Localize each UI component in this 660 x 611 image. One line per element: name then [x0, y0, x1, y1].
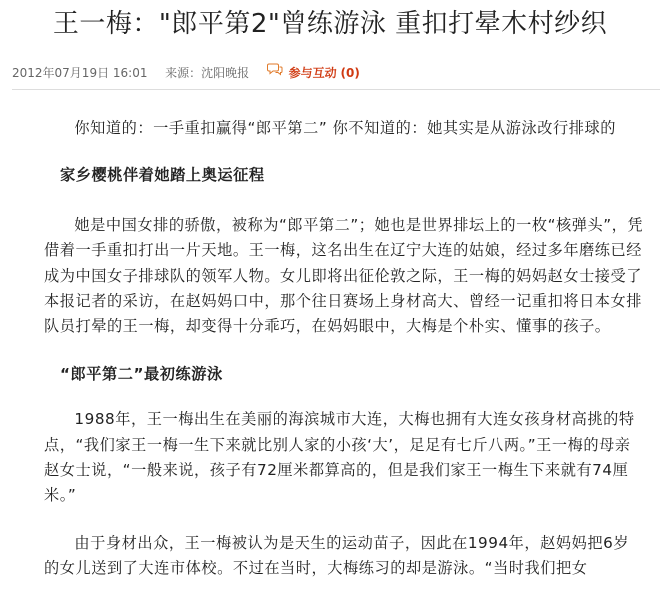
article-source: 来源：沈阳晚报 [165, 65, 250, 80]
article-title: 王一梅："郎平第2"曾练游泳 重扣打晕木村纱织 [52, 9, 608, 39]
section-heading: “郎平第二”最初练游泳 [60, 364, 223, 383]
comment-count[interactable]: (0) [340, 65, 360, 80]
comment-link[interactable] [267, 62, 360, 83]
publish-date: 2012年07月19日 16:01 [12, 65, 148, 80]
article-meta [12, 62, 360, 82]
body-paragraph: 由于身材出众，王一梅被认为是天生的运动苗子，因此在1994年，赵妈妈把6岁的女儿送到了大连市体校。不过在当时，大梅练习的却是游泳。“当时我们把女 [44, 533, 630, 578]
article-body [44, 116, 644, 582]
header-divider [12, 89, 660, 90]
section-heading: 家乡樱桃伴着她踏上奥运征程 [60, 166, 265, 185]
body-paragraph: 她是中国女排的骄傲，被称为“郎平第二”；她也是世界排坛上的一枚“核弹头”，凭借着一手重扣打出一片天地。王一梅，这名出生在辽宁大连的姑娘，经过多年磨练已经成为中国女子排球队的领军人物。女儿即将出征伦敦之际，王一梅的妈妈赵女士接受了本报记者的采访，在赵妈妈口中，那个往日赛场上身材高大、曾经一记重扣将日本女排队员打晕的王一梅，却变得十分乖巧，在妈妈眼中，大梅是个朴实、懂事的孩子。 [44, 215, 644, 336]
speech-bubbles-icon [267, 62, 283, 76]
intro-paragraph: 你知道的：一手重扣赢得“郎平第二” 你不知道的：她其实是从游泳改行排球的 [74, 119, 616, 137]
comment-link-label[interactable]: 参与互动 [288, 65, 337, 80]
body-paragraph: 1988年，王一梅出生在美丽的海滨城市大连，大梅也拥有大连女孩身材高挑的特点，“我们家王一梅一生下来就比别人家的小孩‘大’，足足有七斤八两。”王一梅的母亲赵女士说，“一般来说，孩子有72厘米都算高的，但是我们家王一梅生下来就有74厘米。” [44, 410, 635, 505]
